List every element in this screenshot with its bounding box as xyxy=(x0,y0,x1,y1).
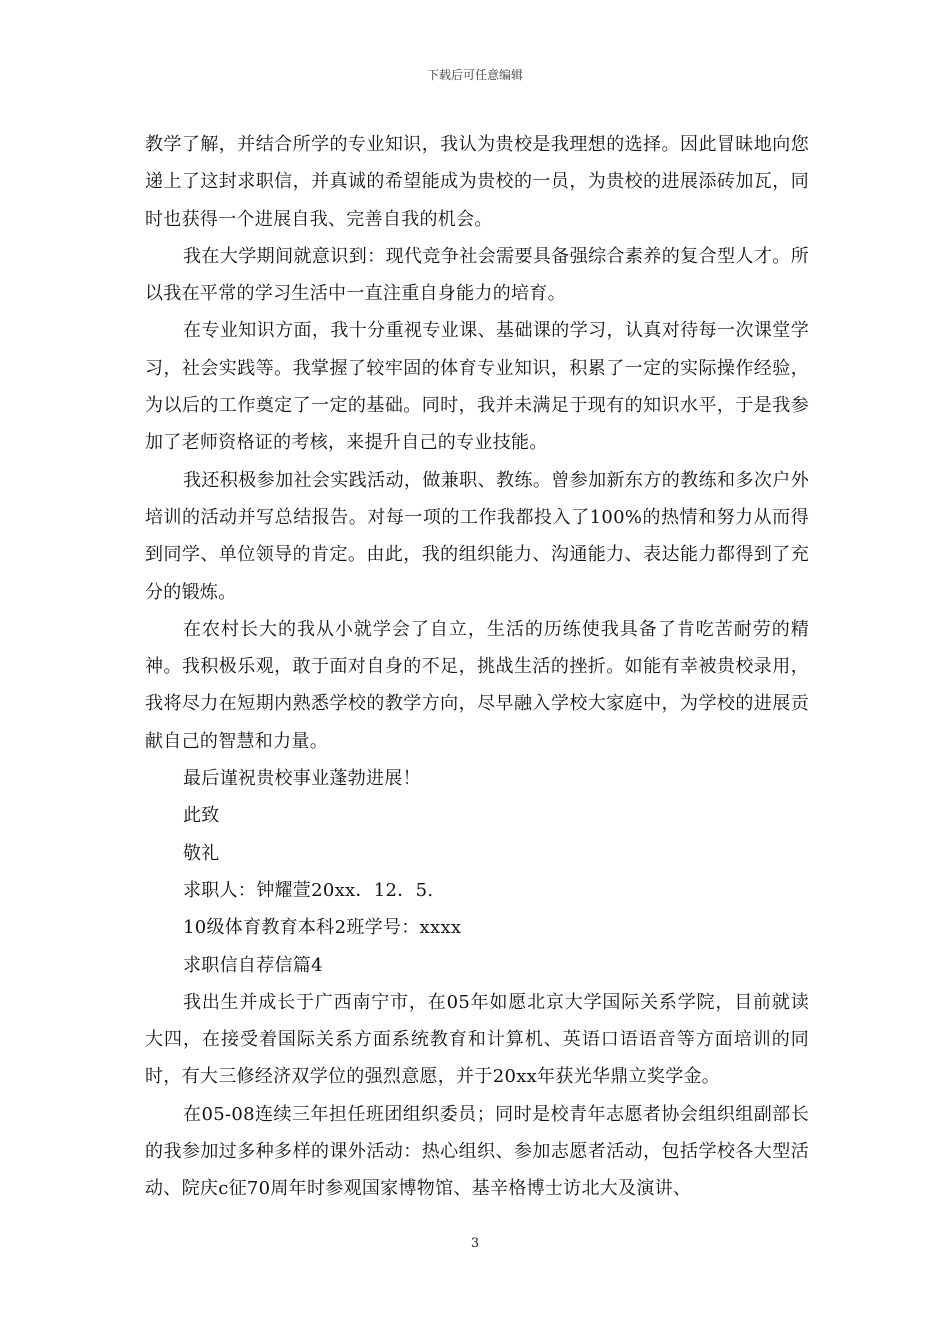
paragraph-personal-qualities: 在农村长大的我从小就学会了自立，生活的历练使我具备了肯吃苦耐劳的精神。我积极乐观，敢于面对自身的不足，挑战生活的挫折。如能有幸被贵校录用，我将尽力在短期内熟悉学校的教学方向，尽早融入学校大家庭中，为学校的进展贡献自己的智慧和力量。 xyxy=(145,618,809,752)
section-title: 求职信自荐信篇4 xyxy=(183,954,323,976)
paragraph-activities: 在05-08连续三年担任班团组织委员；同时是校青年志愿者协会组织组副部长的我参加过多种多样的课外活动：热心组织、参加志愿者活动，包括学校各大型活动、院庆c征70周年时参观国家博物馆、基辛格博士访北大及演讲、 xyxy=(145,1103,809,1200)
paragraph-continuation: 教学了解，并结合所学的专业知识，我认为贵校是我理想的选择。因此冒昧地向您递上了这封求职信，并真诚的希望能成为贵校的一员，为贵校的进展添砖加瓦，同时也获得一个进展自我、完善自我的机会。 xyxy=(145,134,809,230)
page-number: 3 xyxy=(470,1236,480,1251)
header-note: 下载后可任意编辑 xyxy=(426,68,523,82)
signature-line: 求职人：钟耀萱20xx．12．5. xyxy=(183,879,434,901)
salutation-cizhi: 此致 xyxy=(183,805,220,827)
class-student-id-line: 10级体育教育本科2班学号：xxxx xyxy=(183,917,462,939)
paragraph-awareness: 我在大学期间就意识到：现代竞争社会需要具备强综合素养的复合型人才。所以我在平常的学习生活中一直注重自身能力的培育。 xyxy=(145,245,809,305)
paragraph-background: 我出生并成长于广西南宁市，在05年如愿北京大学国际关系学院，目前就读大四，在接受着国际关系方面系统教育和计算机、英语口语语音等方面培训的同时，有大三修经济双学位的强烈意愿，并于20xx年获光华鼎立奖学金。 xyxy=(145,991,809,1088)
closing-wish: 最后谨祝贵校事业蓬勃进展！ xyxy=(183,768,421,790)
salutation-jingli: 敬礼 xyxy=(183,842,220,864)
paragraph-professional-knowledge: 在专业知识方面，我十分重视专业课、基础课的学习，认真对待每一次课堂学习，社会实践等。我掌握了较牢固的体育专业知识，积累了一定的实际操作经验，为以后的工作奠定了一定的基础。同时，我并未满足于现有的知识水平，于是我参加了老师资格证的考核，来提升自己的专业技能。 xyxy=(145,320,809,454)
paragraph-social-practice: 我还积极参加社会实践活动，做兼职、教练。曾参加新东方的教练和多次户外培训的活动并写总结报告。对每一项的工作我都投入了100%的热情和努力从而得到同学、单位领导的肯定。由此，我的组织能力、沟通能力、表达能力都得到了充分的锻炼。 xyxy=(145,469,809,603)
document-body xyxy=(145,126,809,1208)
